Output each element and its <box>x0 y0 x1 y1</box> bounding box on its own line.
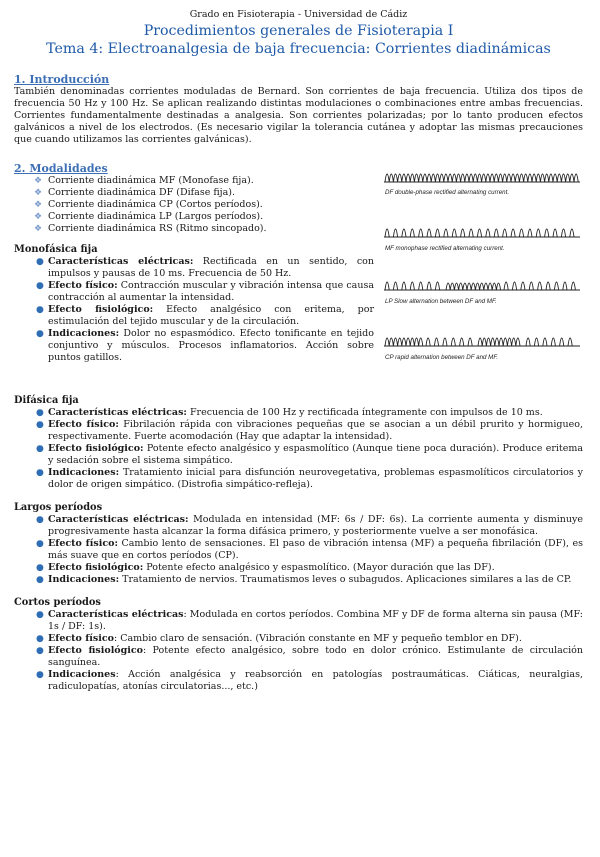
item-text: Potente efecto analgésico y espasmolítico (Aunque tiene poca duración). Produce eritema y sedación sobre el sistema simpático. <box>48 443 584 466</box>
item-text: Potente efecto analgésico y espasmolítico. (Mayor duración que las DF). <box>143 562 495 573</box>
list-item <box>36 419 583 443</box>
item-text: Tratamiento inicial para disfunción neurovegetativa, problemas espasmolíticos circulatorios y dolor de origen simpático. (Distrofia simpático-refleja). <box>48 467 583 490</box>
diamond-bullet-icon: ❖ <box>34 176 43 186</box>
list-item <box>36 669 583 693</box>
df-waveform <box>384 174 580 182</box>
document-page <box>0 9 600 857</box>
item-text: Efecto analgésico con eritema, por estimulación del tejido muscular y de la circulación. <box>48 304 374 327</box>
diamond-bullet-icon: ❖ <box>34 200 43 210</box>
item-text: Fibrilación rápida con vibraciones pequeñas que se asocian a un débil prurito y hormigueo, respectivamente. Fuerte acomodación (Hay que adaptar la intensidad). <box>48 419 583 442</box>
lp-caption: LP Slow alternation between DF and MF. <box>385 298 497 305</box>
item-label: Indicaciones: <box>48 467 120 478</box>
item-text: Dolor no espasmódico. Efecto tonificante en tejido conjuntivo y músculos. Procesos inflamatorios. Acción sobre puntos gatillos. <box>48 328 374 363</box>
largos-list <box>14 514 583 586</box>
waveform-figure <box>384 162 583 374</box>
item-text: : Modulada en cortos períodos. Combina MF y DF de forma alterna sin pausa (MF: 1s / DF: 1s). <box>48 609 583 632</box>
item-text: : Potente efecto analgésico, sobre todo en dolor crónico. Estimulante de circulación sanguínea. <box>48 645 583 668</box>
difasica-list <box>14 407 583 491</box>
section-heading-monofasica: Monofásica fija <box>14 244 98 255</box>
section-heading-cortos: Cortos períodos <box>14 597 101 608</box>
item-text: Tratamiento de nervios. Traumatismos leves o subagudos. Aplicaciones similares a las de CP. <box>119 574 572 585</box>
document-title: Procedimientos generales de Fisioterapia I <box>143 23 454 39</box>
df-caption: DF double-phase rectified alternating current. <box>385 189 510 196</box>
bullet-icon: ● <box>36 468 44 478</box>
bullet-icon: ● <box>36 539 44 549</box>
intro-paragraph: También denominadas corrientes moduladas de Bernard. Son corrientes de baja frecuencia. Utiliza dos tipos de frecuencia 50 Hz y 100 Hz. Se aplican realizando distintas modulaciones o combinaciones entre ambas frecuencias. Corrientes fundamentalmente destinadas a analgesia. Son corrientes polarizadas; por lo tanto producen efectos galvánicos a nivel de los electrodos. (Es necesario vigilar la tolerancia cutánea y adoptar las mismas precauciones que cuando utilizamos las corrientes galvánicas). <box>14 86 583 145</box>
modality-text: Corriente diadinámica RS (Ritmo sincopado). <box>48 223 267 234</box>
item-text: Frecuencia de 100 Hz y rectificada íntegramente con impulsos de 10 ms. <box>186 407 543 418</box>
bullet-icon: ● <box>36 305 44 315</box>
bullet-icon: ● <box>36 257 44 267</box>
item-label: Indicaciones <box>48 669 116 680</box>
list-item <box>36 407 583 419</box>
lp-waveform <box>384 282 580 290</box>
item-text: Rectificada en un sentido, con impulsos y pausas de 10 ms. Frecuencia de 50 Hz. <box>48 256 374 279</box>
topic-title: Tema 4: Electroanalgesia de baja frecuencia: Corrientes diadinámicas <box>46 41 551 57</box>
item-label: Características eléctricas: <box>48 256 194 267</box>
modality-text: Corriente diadinámica LP (Largos períodos). <box>48 211 264 222</box>
bullet-icon: ● <box>36 575 44 585</box>
item-label: Efecto físico: <box>48 538 118 549</box>
list-item <box>36 562 583 574</box>
list-item <box>34 211 374 223</box>
modalities-block <box>14 162 583 394</box>
list-item <box>34 187 374 199</box>
bullet-icon: ● <box>36 515 44 525</box>
mf-caption: MF monophase rectified alternating current. <box>385 245 505 252</box>
university-label: Universidad de Cádiz <box>304 9 408 20</box>
monofasica-list <box>14 256 374 364</box>
diamond-bullet-icon: ❖ <box>34 212 43 222</box>
intro-heading: 1. Introducción <box>14 73 110 86</box>
list-item <box>36 574 583 586</box>
list-item <box>36 304 374 328</box>
modality-text: Corriente diadinámica MF (Monofase fija). <box>48 175 254 186</box>
cortos-list <box>14 609 583 693</box>
list-item <box>36 609 583 633</box>
item-label: Características eléctricas <box>48 609 184 620</box>
bullet-icon: ● <box>36 634 44 644</box>
grade-label: Grado en Fisioterapia <box>189 9 295 20</box>
bullet-icon: ● <box>36 563 44 573</box>
item-text: Cambio lento de sensaciones. El paso de vibración intensa (MF) a pequeña fibrilación (DF), es más suave que en cortos períodos (CP). <box>48 538 583 561</box>
course-header <box>14 9 583 20</box>
list-item <box>34 223 374 235</box>
list-item <box>34 199 374 211</box>
list-item <box>34 175 374 187</box>
modality-text: Corriente diadinámica DF (Difase fija). <box>48 187 236 198</box>
bullet-icon: ● <box>36 646 44 656</box>
item-label: Características eléctricas: <box>48 514 189 525</box>
item-label: Efecto físico <box>48 633 114 644</box>
list-item <box>36 514 583 538</box>
list-item <box>36 538 583 562</box>
list-item <box>36 280 374 304</box>
bullet-icon: ● <box>36 420 44 430</box>
cp-caption: CP rapid alternation between DF and MF. <box>385 354 499 361</box>
item-label: Efecto fisiológico: <box>48 562 144 573</box>
item-label: Efecto fisiológico: <box>48 304 154 315</box>
item-label: Efecto fisiológico <box>48 645 144 656</box>
waveform-diagram <box>384 162 583 374</box>
list-item <box>36 443 583 467</box>
bullet-icon: ● <box>36 610 44 620</box>
item-text: : Acción analgésica y reabsorción en patologías postraumáticas. Ciáticas, neuralgias, radiculopatías, atonías circulatorias..., etc.) <box>48 669 583 692</box>
mf-waveform <box>384 229 580 237</box>
list-item <box>36 645 583 669</box>
item-label: Efecto fisiológico: <box>48 443 144 454</box>
bullet-icon: ● <box>36 444 44 454</box>
cp-waveform <box>384 338 580 346</box>
item-label: Efecto físico: <box>48 419 119 430</box>
diamond-bullet-icon: ❖ <box>34 188 43 198</box>
item-label: Efecto físico: <box>48 280 118 291</box>
section-heading-difasica: Difásica fija <box>14 395 79 406</box>
modalities-column <box>14 162 374 364</box>
modalities-list <box>14 175 374 235</box>
modalities-heading: 2. Modalidades <box>14 162 108 175</box>
item-text: Contracción muscular y vibración intensa que causa contracción al aumentar la intensidad. <box>48 280 374 303</box>
item-text: : Cambio claro de sensación. (Vibración constante en MF y pequeño temblor en DF). <box>113 633 522 644</box>
item-label: Características eléctricas: <box>48 407 187 418</box>
list-item <box>36 328 374 364</box>
list-item <box>36 467 583 491</box>
list-item <box>36 633 583 645</box>
item-text: Modulada en intensidad (MF: 6s / DF: 6s). La corriente aumenta y disminuye progresivamente hasta alcanzar la forma difásica primero, y posteriormente vuelve a ser monofásica. <box>48 514 583 537</box>
bullet-icon: ● <box>36 329 44 339</box>
diamond-bullet-icon: ❖ <box>34 224 43 234</box>
bullet-icon: ● <box>36 670 44 680</box>
modality-text: Corriente diadinámica CP (Cortos períodos). <box>48 199 263 210</box>
header-separator: - <box>294 9 305 20</box>
item-label: Indicaciones: <box>48 574 120 585</box>
bullet-icon: ● <box>36 281 44 291</box>
bullet-icon: ● <box>36 408 44 418</box>
section-heading-largos: Largos períodos <box>14 502 103 513</box>
list-item <box>36 256 374 280</box>
item-label: Indicaciones: <box>48 328 120 339</box>
